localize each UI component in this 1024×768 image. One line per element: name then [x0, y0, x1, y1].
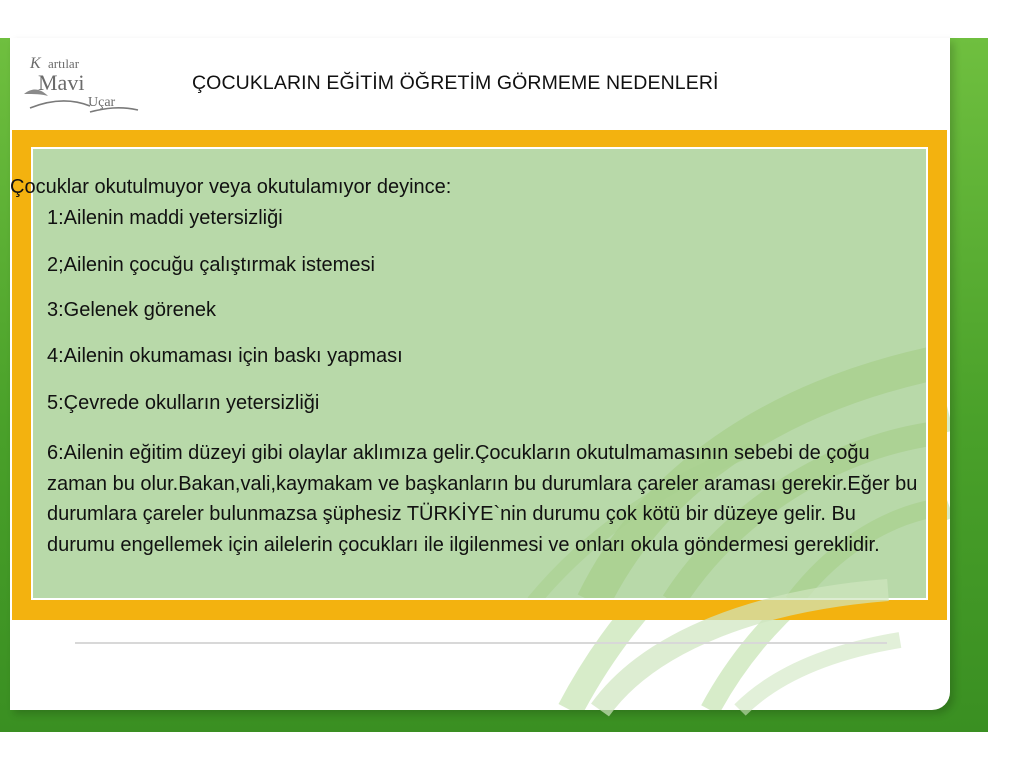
logo-line-1: artılar [48, 56, 80, 71]
logo-initial: K [30, 55, 41, 72]
intro-text: Çocuklar okutulmuyor veya okutulamıyor deyince: [10, 176, 452, 198]
list-item: 4:Ailenin okumaması için baskı yapması [47, 345, 403, 367]
conclusion-paragraph: 6:Ailenin eğitim düzeyi gibi olaylar aklımıza gelir.Çocukların okutulmamasının sebebi de çoğu zaman bu olur.Bakan,vali,kaymakam ve başkanların bu durumlara çareler araması gerekir.Eğer bu durumlara çareler bulunmazsa şüphesiz TÜRKİYE`nin durumu çok kötü bir düzeye gelir. Bu durumu engellemek için ailelerin çocukları ile ilgilenmesi ve onları okula göndermesi gereklidir. [47, 442, 918, 556]
divider-line [75, 642, 887, 644]
list-item: 3:Gelenek görenek [47, 299, 217, 321]
logo-line-3: Uçar [88, 95, 116, 110]
page-title: ÇOCUKLARIN EĞİTİM ÖĞRETİM GÖRMEME NEDENLERİ [192, 72, 719, 94]
list-item: 1:Ailenin maddi yetersizliği [47, 207, 283, 229]
logo-line-2: Mavi [38, 70, 85, 95]
list-item: 2;Ailenin çocuğu çalıştırmak istemesi [47, 254, 375, 276]
list-item: 5:Çevrede okulların yetersizliği [47, 392, 320, 414]
